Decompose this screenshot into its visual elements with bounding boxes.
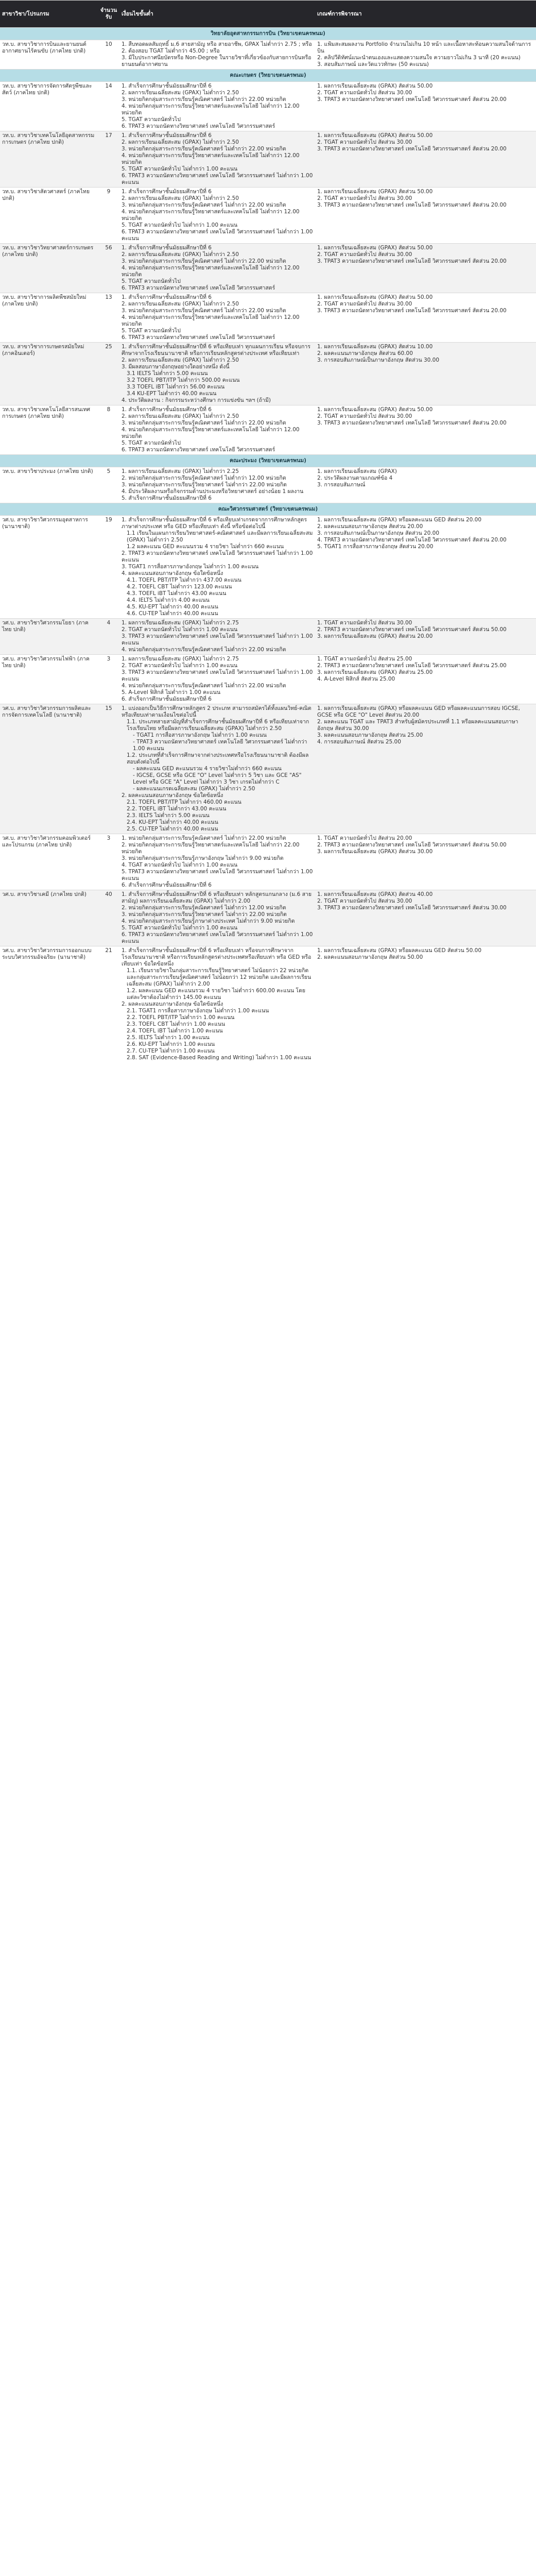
section-row [0, 28, 536, 40]
requirement-line: 6. TPAT3 ความถนัดทางวิทยาศาสตร์ เทคโนโลยี วิศวกรรมศาสตร์ [122, 447, 275, 453]
program-cell: วท.บ. สาขาวิชาเทคโนโลยีสารสนเทศการเกษตร (ภาคไทย ปกติ) [0, 405, 98, 455]
requirements-cell [119, 704, 315, 834]
criteria-line: 2. ผลคะแนนสอบภาษาอังกฤษ สัดส่วน 20.00 [317, 523, 423, 530]
criteria-line: 3. TPAT3 ความถนัดทางวิทยาศาสตร์ เทคโนโลยี วิศวกรรมศาสตร์ สัดส่วน 20.00 [317, 96, 507, 103]
requirement-line: 2. ผลการเรียนเฉลี่ยสะสม (GPAX) ไม่ต่ำกว่า 2.50 [122, 413, 239, 419]
criteria-line: 3. ผลคะแนนสอบภาษาอังกฤษ สัดส่วน 25.00 [317, 732, 423, 738]
requirement-line: 1.2 ผลคะแนน GED คะแนนรวม 4 รายวิชา ไม่ต่ำกว่า 660 คะแนน [127, 544, 284, 550]
requirement-line: 2.3. TOEFL CBT ไม่ต่ำกว่า 1.00 คะแนน [127, 1021, 226, 1027]
requirement-line: 4. หน่วยกิตกลุ่มสาระการเรียนรู้ภาษาต่างประเทศ ไม่ต่ำกว่า 9.00 หน่วยกิต [122, 918, 295, 924]
seats-cell: 5 [98, 467, 119, 503]
requirement-line: 2.7. CU-TEP ไม่ต่ำกว่า 1.00 คะแนน [127, 1048, 215, 1054]
criteria-line: 5. TGAT1 การสื่อสารภาษาอังกฤษ สัดส่วน 20.00 [317, 544, 434, 550]
criteria-line: 3. TPAT3 ความถนัดทางวิทยาศาสตร์ เทคโนโลยี วิศวกรรมศาสตร์ สัดส่วน 20.00 [317, 146, 507, 152]
criteria-line: 3. การสอบสัมภาษณ์ [317, 482, 366, 488]
section-title: วิทยาลัยอุตสาหกรรมการบิน (วิทยาเขตนครพนม) [0, 28, 536, 40]
criteria-line: 1. ผลการเรียนเฉลี่ยสะสม (GPAX) สัดส่วน 50.00 [317, 245, 433, 251]
criteria-line: 1. แฟ้มสะสมผลงาน Portfolio จำนวนไม่เกิน 10 หน้า และเนื้อหาสะท้อนความสนใจด้านการบิน [317, 41, 531, 54]
requirement-line: 6. TPAT3 ความถนัดทางวิทยาศาสตร์ เทคโนโลยี วิศวกรรมศาสตร์ ไม่ต่ำกว่า 1.00 คะแนน [122, 229, 313, 242]
requirement-line: 3. หน่วยกิตกลุ่มสาระการเรียนรู้ภาษาอังกฤษ ไม่ต่ำกว่า 9.00 หน่วยกิต [122, 855, 284, 861]
requirements-cell [119, 131, 315, 188]
criteria-line: 2. ผลคะแนนภาษาอังกฤษ สัดส่วน 60.00 [317, 350, 413, 357]
program-cell: วท.บ. สาขาวิชาการผลิตพืชสมัยใหม่ (ภาคไทย ปกติ) [0, 293, 98, 343]
criteria-line: 1. ผลการเรียนเฉลี่ยสะสม (GPAX) สัดส่วน 50.00 [317, 189, 433, 195]
requirement-line: 3. TPAT3 ความถนัดทางวิทยาศาสตร์ เทคโนโลยี วิศวกรรมศาสตร์ ไม่ต่ำกว่า 1.00 คะแนน [122, 633, 313, 646]
criteria-line: 4. TPAT3 ความถนัดทางวิทยาศาสตร์ เทคโนโลยี วิศวกรรมศาสตร์ สัดส่วน 20.00 [317, 537, 507, 543]
table-row [0, 244, 536, 293]
seats-cell: 21 [98, 946, 119, 1063]
program-cell: วศ.บ. สาขาวิชาวิศวกรรมการผลิตและการจัดการเทคโนโลยี (นานาชาติ) [0, 704, 98, 834]
program-cell: วศ.บ. สาขาวิชาวิศวกรรมโยธา (ภาคไทย ปกติ) [0, 619, 98, 655]
criteria-line: 3. TPAT3 ความถนัดทางวิทยาศาสตร์ เทคโนโลยี วิศวกรรมศาสตร์ สัดส่วน 20.00 [317, 202, 507, 208]
requirement-line: 2. ผลการเรียนเฉลี่ยสะสม (GPAX) ไม่ต่ำกว่า 2.50 [122, 251, 239, 258]
criteria-cell [315, 619, 536, 655]
requirement-line: 2. ผลการเรียนเฉลี่ยสะสม (GPAX) ไม่ต่ำกว่า 2.50 [122, 301, 239, 307]
requirement-line: 3.3 TOEFL iBT ไม่ต่ำกว่า 56.00 คะแนน [127, 384, 225, 390]
table-body [0, 28, 536, 1063]
requirement-line: 6. สำเร็จการศึกษาชั้นมัธยมศึกษาปีที่ 6 [122, 696, 212, 702]
requirement-line: 3. มีใบประกาศนียบัตรหรือ Non-Degree ในรายวิชาที่เกี่ยวข้องกับสายการบินหรือยานยนต์อากาศยาน [122, 55, 312, 67]
requirement-line: 6. สำเร็จการศึกษาชั้นมัธยมศึกษาปีที่ 6 [122, 882, 212, 888]
header-row [0, 1, 536, 28]
section-title: คณะเกษตร (วิทยาเขตนครพนม) [0, 70, 536, 82]
requirement-line: - TGAT1 การสื่อสารภาษาอังกฤษ ไม่ต่ำกว่า 1.00 คะแนน [133, 732, 267, 738]
program-cell: วศ.บ. สาขาวิชาเคมี (ภาคไทย ปกติ) [0, 890, 98, 946]
requirement-line: 1. สำเร็จการศึกษาชั้นมัธยมศึกษาปีที่ 6 [122, 294, 212, 300]
requirements-cell [119, 40, 315, 70]
requirement-line: 3.4 KU-EPT ไม่ต่ำกว่า 40.00 คะแนน [127, 391, 217, 397]
criteria-line: 2. ผลคะแนนสอบภาษาอังกฤษ สัดส่วน 50.00 [317, 954, 423, 960]
requirement-line: 5. TGAT ความถนัดทั่วไป ไม่ต่ำกว่า 1.00 คะแนน [122, 222, 238, 228]
criteria-line: 1. ผลการเรียนเฉลี่ยสะสม (GPAX) สัดส่วน 10.00 [317, 344, 433, 350]
program-cell: วศ.บ. สาขาวิชาวิศวกรรมไฟฟ้า (ภาคไทย ปกติ) [0, 655, 98, 704]
criteria-line: 2. TPAT3 ความถนัดทางวิทยาศาสตร์ เทคโนโลยี วิศวกรรมศาสตร์ สัดส่วน 25.00 [317, 663, 507, 669]
requirement-line: 1. สำเร็จการศึกษาชั้นมัธยมศึกษาปีที่ 6 หรือเทียบเท่าเกรดจากการศึกษาหลักสูตรภาษาต่างประเทศ หรือ GED หรือเทียบเท่า ดังนี้ หรือข้อต่อไปนี้ [122, 517, 307, 530]
requirement-line: 3. หน่วยกิตกลุ่มสาระการเรียนรู้คณิตศาสตร์ ไม่ต่ำกว่า 22.00 หน่วยกิต [122, 258, 286, 264]
table-row [0, 834, 536, 890]
requirements-cell [119, 405, 315, 455]
criteria-line: 1. ผลการเรียนเฉลี่ยสะสม (GPAX) สัดส่วน 50.00 [317, 294, 433, 300]
requirement-line: 2.1. TOEFL PBT/ITP ไม่ต่ำกว่า 460.00 คะแนน [127, 799, 241, 805]
criteria-line: 3. TPAT3 ความถนัดทางวิทยาศาสตร์ เทคโนโลยี วิศวกรรมศาสตร์ สัดส่วน 20.00 [317, 258, 507, 264]
requirement-line: 5. TGAT ความถนัดทั่วไป [122, 116, 181, 123]
criteria-line: 3. การสอบสัมภาษณ์เป็นภาษาอังกฤษ สัดส่วน 30.00 [317, 357, 440, 363]
requirement-line: 4. หน่วยกิตกลุ่มสาระการเรียนรู้วิทยาศาสตร์และเทคโนโลยี ไม่ต่ำกว่า 12.00 หน่วยกิต [122, 103, 300, 116]
requirement-line: 2. TGAT ความถนัดทั่วไป ไม่ต่ำกว่า 1.00 คะแนน [122, 626, 238, 633]
requirements-cell [119, 244, 315, 293]
program-cell: วศ.บ. สาขาวิชาวิศวกรรมคอมพิวเตอร์และโปรแกรม (ภาคไทย ปกติ) [0, 834, 98, 890]
requirement-line: 2. ต้องสอบ TGAT ไม่ต่ำกว่า 45.00 ; หรือ [122, 48, 220, 54]
requirement-line: 2. หน่วยกิตกลุ่มสาระการเรียนรู้วิทยาศาสตร์และเทคโนโลยี ไม่ต่ำกว่า 22.00 หน่วยกิต [122, 842, 300, 855]
requirement-line: 1. ผลการเรียนเฉลี่ยสะสม (GPAX) ไม่ต่ำกว่า 2.25 [122, 468, 239, 474]
requirement-line: 4. หน่วยกิตกลุ่มสาระการเรียนรู้คณิตศาสตร์ ไม่ต่ำกว่า 22.00 หน่วยกิต [122, 683, 286, 689]
criteria-line: 1. ผลการเรียนเฉลี่ยสะสม (GPAX) [317, 468, 397, 474]
table-row [0, 704, 536, 834]
seats-cell: 3 [98, 834, 119, 890]
program-cell: วท.บ. สาขาวิชาการบินและยานยนต์อากาศยานไร้คนขับ (ภาคไทย ปกติ) [0, 40, 98, 70]
criteria-line: 2. ประวัติผลงานตามเกณฑ์ข้อ 4 [317, 475, 393, 481]
table-row [0, 890, 536, 946]
program-cell: วท.บ. สาขาวิชาประมง (ภาคไทย ปกติ) [0, 467, 98, 503]
requirement-line: 1. สำเร็จการศึกษาชั้นมัธยมศึกษาปีที่ 6 หรือเทียบเท่า หรือจบการศึกษาจากโรงเรียนนานาชาติ หรือการเรียนหลักสูตรต่างประเทศหรือเทียบเท่า หรือ GED หรือเทียบเท่า ข้อใดข้อหนึ่ง [122, 947, 312, 967]
requirement-line: 3. TPAT3 ความถนัดทางวิทยาศาสตร์ เทคโนโลยี วิศวกรรมศาสตร์ ไม่ต่ำกว่า 1.00 คะแนน [122, 669, 313, 682]
seats-cell: 14 [98, 82, 119, 131]
criteria-cell [315, 244, 536, 293]
requirement-line: 3. หน่วยกิตกลุ่มสาระการเรียนรู้วิทยาศาสตร์ ไม่ต่ำกว่า 22.00 หน่วยกิต [122, 482, 287, 488]
requirements-cell [119, 293, 315, 343]
criteria-cell [315, 188, 536, 244]
header-program: สาขาวิชา/โปรแกรม [0, 1, 98, 28]
criteria-line: 3. ผลการเรียนเฉลี่ยสะสม (GPAX) สัดส่วน 30.00 [317, 849, 433, 855]
requirement-line: 1. สำเร็จการศึกษาชั้นมัธยมศึกษาปีที่ 6 [122, 406, 212, 413]
header-requirements: เงื่อนไขขั้นต่ำ [119, 1, 315, 28]
requirement-line: 6. TPAT3 ความถนัดทางวิทยาศาสตร์ เทคโนโลยี วิศวกรรมศาสตร์ [122, 334, 275, 341]
criteria-cell [315, 704, 536, 834]
criteria-line: 2. TPAT3 ความถนัดทางวิทยาศาสตร์ เทคโนโลยี วิศวกรรมศาสตร์ สัดส่วน 50.00 [317, 842, 507, 848]
requirement-line: 3. หน่วยกิตกลุ่มสาระการเรียนรู้คณิตศาสตร์ ไม่ต่ำกว่า 22.00 หน่วยกิต [122, 420, 286, 426]
table-row [0, 619, 536, 655]
requirement-line: 1. แบ่งออกเป็นวิธีการศึกษาหลักสูตร 2 ประเภท สามารถสมัครได้ทั้งแผนวิทย์-คณิตหรือเทียบเท่าตามเงื่อนไขต่อไปนี้ [122, 705, 312, 718]
requirement-line: 5. TGAT ความถนัดทั่วไป [122, 278, 181, 284]
seats-cell: 13 [98, 293, 119, 343]
requirement-line: 4. ประวัติผลงาน : กิจกรรมระหว่างศึกษา การแข่งขัน ฯลฯ (ถ้ามี) [122, 397, 271, 403]
criteria-line: 2. TGAT ความถนัดทั่วไป สัดส่วน 30.00 [317, 301, 412, 307]
criteria-line: 3. ผลการเรียนเฉลี่ยสะสม (GPAX) สัดส่วน 20.00 [317, 633, 433, 639]
criteria-line: 3. สอบสัมภาษณ์ และวัดแววทักษะ (50 คะแนน) [317, 61, 429, 67]
requirements-cell [119, 834, 315, 890]
seats-cell: 4 [98, 619, 119, 655]
requirement-line: 4.6. CU-TEP ไม่ต่ำกว่า 40.00 คะแนน [127, 611, 218, 617]
program-cell: วศ.บ. สาขาวิชาวิศวกรรมอุตสาหการ (นานาชาติ) [0, 516, 98, 619]
table-row [0, 343, 536, 405]
criteria-cell [315, 516, 536, 619]
requirement-line: 1. หน่วยกิตกลุ่มสาระการเรียนรู้คณิตศาสตร์ ไม่ต่ำกว่า 22.00 หน่วยกิต [122, 835, 286, 841]
requirement-line: 4. มีประวัติผลงานหรือกิจกรรมด้านประมงหรือวิทยาศาสตร์ อย่างน้อย 1 ผลงาน [122, 488, 304, 495]
table-row [0, 655, 536, 704]
requirements-cell [119, 655, 315, 704]
requirement-line: 5. TPAT3 ความถนัดทางวิทยาศาสตร์ เทคโนโลยี วิศวกรรมศาสตร์ ไม่ต่ำกว่า 1.00 คะแนน [122, 869, 313, 882]
table-row [0, 293, 536, 343]
criteria-line: 1. ผลการเรียนเฉลี่ยสะสม (GPAX) หรือผลคะแนน GED หรือผลคะแนนการสอบ IGCSE, GCSE หรือ GCE "O" Level สัดส่วน 20.00 [317, 705, 520, 718]
requirements-cell [119, 467, 315, 503]
criteria-line: 1. ผลการเรียนเฉลี่ยสะสม (GPAX) สัดส่วน 50.00 [317, 406, 433, 413]
table-row [0, 467, 536, 503]
criteria-cell [315, 655, 536, 704]
criteria-line: 2. คลิปวีดิทัศน์แนะนำตนเองและแสดงความสนใจ ความยาวไม่เกิน 3 นาที (20 คะแนน) [317, 55, 521, 61]
section-row [0, 503, 536, 516]
header-criteria: เกณฑ์การพิจารณา [315, 1, 536, 28]
requirements-cell [119, 619, 315, 655]
requirement-line: 3. หน่วยกิตกลุ่มสาระการเรียนรู้วิทยาศาสตร์ ไม่ต่ำกว่า 22.00 หน่วยกิต [122, 911, 287, 918]
requirements-cell [119, 82, 315, 131]
table-row [0, 516, 536, 619]
requirement-line: 4. หน่วยกิตกลุ่มสาระการเรียนรู้วิทยาศาสตร์และเทคโนโลยี ไม่ต่ำกว่า 12.00 หน่วยกิต [122, 209, 300, 222]
requirement-line: 1. สำเร็จการศึกษาชั้นมัธยมศึกษาปีที่ 6 หรือเทียบเท่า ทุกแผนการเรียน หรือจบการศึกษาจากโรงเรียนนานาชาติ หรือการเรียนหลักสูตรต่างประเทศ หรือเทียบเท่า [122, 344, 310, 357]
program-cell: วศ.บ. สาขาวิชาวิศวกรรมการออกแบบระบบวิศวกรรมอัจฉริยะ (นานาชาติ) [0, 946, 98, 1063]
requirement-line: 2. TGAT ความถนัดทั่วไป ไม่ต่ำกว่า 1.00 คะแนน [122, 663, 238, 669]
criteria-line: 2. TGAT ความถนัดทั่วไป สัดส่วน 30.00 [317, 195, 412, 201]
requirements-cell [119, 890, 315, 946]
criteria-line: 4. A-Level ฟิสิกส์ สัดส่วน 25.00 [317, 676, 395, 682]
criteria-line: 2. TGAT ความถนัดทั่วไป สัดส่วน 30.00 [317, 251, 412, 258]
requirement-line: 1. สำเร็จการศึกษาชั้นมัธยมศึกษาปีที่ 6 [122, 189, 212, 195]
criteria-cell [315, 467, 536, 503]
criteria-cell [315, 131, 536, 188]
requirement-line: 2.4. TOEFL iBT ไม่ต่ำกว่า 1.00 คะแนน [127, 1028, 223, 1034]
requirement-line: 2.2. TOEFL PBT/ITP ไม่ต่ำกว่า 1.00 คะแนน [127, 1014, 235, 1021]
table-row [0, 946, 536, 1063]
admission-table [0, 0, 536, 1062]
criteria-line: 1. TGAT ความถนัดทั่วไป สัดส่วน 25.00 [317, 656, 412, 662]
requirement-line: 2. หน่วยกิตกลุ่มสาระการเรียนรู้คณิตศาสตร์ ไม่ต่ำกว่า 12.00 หน่วยกิต [122, 475, 286, 481]
criteria-line: 1. ผลการเรียนเฉลี่ยสะสม (GPAX) สัดส่วน 40.00 [317, 891, 433, 897]
requirements-cell [119, 516, 315, 619]
requirement-line: 4.4. IELTS ไม่ต่ำกว่า 4.00 คะแนน [127, 597, 210, 603]
requirement-line: 3. TGAT1 การสื่อสารภาษาอังกฤษ ไม่ต่ำกว่า 1.00 คะแนน [122, 564, 259, 570]
seats-cell: 25 [98, 343, 119, 405]
requirement-line: 1. ผลการเรียนเฉลี่ยสะสม (GPAX) ไม่ต่ำกว่า 2.75 [122, 656, 239, 662]
seats-cell: 40 [98, 890, 119, 946]
requirement-line: 6. TPAT3 ความถนัดทางวิทยาศาสตร์ เทคโนโลยี วิศวกรรมศาสตร์ [122, 285, 275, 291]
requirement-line: 2.8. SAT (Evidence-Based Reading and Writing) ไม่ต่ำกว่า 1.00 คะแนน [127, 1055, 312, 1061]
requirement-line: 1.1. เรียนรายวิชาในกลุ่มสาระการเรียนรู้วิทยาศาสตร์ ไม่น้อยกว่า 22 หน่วยกิต และกลุ่มสาระการเรียนรู้คณิตศาสตร์ ไม่น้อยกว่า 12 หน่วยกิต และมีผลการเรียนเฉลี่ยสะสม (GPAX) ไม่ต่ำกว่า 2.00 [127, 968, 312, 987]
section-row [0, 70, 536, 82]
requirement-line: 4.1. TOEFL PBT/ITP ไม่ต่ำกว่า 437.00 คะแนน [127, 577, 241, 583]
requirement-line: 5. A-Level ฟิสิกส์ ไม่ต่ำกว่า 1.00 คะแนน [122, 689, 221, 696]
criteria-line: 1. ผลการเรียนเฉลี่ยสะสม (GPAX) สัดส่วน 50.00 [317, 132, 433, 139]
requirement-line: 4.3. TOEFL iBT ไม่ต่ำกว่า 43.00 คะแนน [127, 590, 227, 597]
requirement-line: 5. TGAT ความถนัดทั่วไป ไม่ต่ำกว่า 1.00 คะแนน [122, 925, 238, 931]
table-row [0, 40, 536, 70]
requirement-line: 2. TPAT3 ความถนัดทางวิทยาศาสตร์ เทคโนโลยี วิศวกรรมศาสตร์ ไม่ต่ำกว่า 1.00 คะแนน [122, 550, 313, 563]
requirement-line: 3. หน่วยกิตกลุ่มสาระการเรียนรู้คณิตศาสตร์ ไม่ต่ำกว่า 22.00 หน่วยกิต [122, 96, 286, 103]
criteria-line: 2. ผลคะแนน TGAT และ TPAT3 สำหรับผู้สมัครประเภทที่ 1.1 หรือผลคะแนนสอบภาษาอังกฤษ สัดส่วน 30.00 [317, 719, 518, 732]
section-row [0, 455, 536, 467]
seats-cell: 19 [98, 516, 119, 619]
requirement-line: 2.5. CU-TEP ไม่ต่ำกว่า 40.00 คะแนน [127, 826, 218, 832]
criteria-cell [315, 405, 536, 455]
requirement-line: 4. หน่วยกิตกลุ่มสาระการเรียนรู้วิทยาศาสตร์และเทคโนโลยี ไม่ต่ำกว่า 12.00 หน่วยกิต [122, 314, 300, 327]
requirement-line: 4. TGAT ความถนัดทั่วไป ไม่ต่ำกว่า 1.00 คะแนน [122, 862, 238, 868]
criteria-cell [315, 890, 536, 946]
criteria-line: 3. การสอบสัมภาษณ์เป็นภาษาอังกฤษ สัดส่วน 20.00 [317, 530, 440, 536]
seats-cell: 3 [98, 655, 119, 704]
requirement-line: 2. ผลคะแนนสอบภาษาอังกฤษ ข้อใดข้อหนึ่ง [122, 792, 223, 799]
requirement-line: 4. หน่วยกิตกลุ่มสาระการเรียนรู้วิทยาศาสตร์และเทคโนโลยี ไม่ต่ำกว่า 12.00 หน่วยกิต [122, 152, 300, 165]
requirement-line: 5. TGAT ความถนัดทั่วไป [122, 440, 181, 446]
requirement-line: 4. หน่วยกิตกลุ่มสาระการเรียนรู้วิทยาศาสตร์และเทคโนโลยี ไม่ต่ำกว่า 12.00 หน่วยกิต [122, 427, 300, 439]
requirement-line: 2. ผลคะแนนสอบภาษาอังกฤษ ข้อใดข้อหนึ่ง [122, 1001, 223, 1007]
header-seats: จำนวนรับ [98, 1, 119, 28]
requirement-line: 1. ผลการเรียนเฉลี่ยสะสม (GPAX) ไม่ต่ำกว่า 2.75 [122, 620, 239, 626]
criteria-line: 2. TPAT3 ความถนัดทางวิทยาศาสตร์ เทคโนโลยี วิศวกรรมศาสตร์ สัดส่วน 50.00 [317, 626, 507, 633]
requirement-line: 3.2 TOEFL PBT/ITP ไม่ต่ำกว่า 500.00 คะแนน [127, 377, 240, 383]
criteria-line: 4. การสอบสัมภาษณ์ สัดส่วน 25.00 [317, 739, 401, 745]
requirement-line: 2.2. TOEFL iBT ไม่ต่ำกว่า 43.00 คะแนน [127, 806, 227, 812]
requirement-line: 1.1 เรียนในแผนการเรียนวิทยาศาสตร์-คณิตศาสตร์ และมีผลการเรียนเฉลี่ยสะสม (GPAX) ไม่ต่ำกว่า 2.50 [127, 530, 313, 543]
requirement-line: 2.6. KU-EPT ไม่ต่ำกว่า 1.00 คะแนน [127, 1041, 215, 1047]
criteria-line: 1. ผลการเรียนเฉลี่ยสะสม (GPAX) หรือผลคะแนน GED สัดส่วน 20.00 [317, 517, 482, 523]
criteria-line: 1. ผลการเรียนเฉลี่ยสะสม (GPAX) สัดส่วน 50.00 [317, 83, 433, 89]
requirement-line: 2. ผลการเรียนเฉลี่ยสะสม (GPAX) ไม่ต่ำกว่า 2.50 [122, 357, 239, 363]
criteria-cell [315, 834, 536, 890]
seats-cell: 15 [98, 704, 119, 834]
criteria-line: 3. ผลการเรียนเฉลี่ยสะสม (GPAX) สัดส่วน 25.00 [317, 669, 433, 675]
table-row [0, 131, 536, 188]
requirement-line: 2.1. TGAT1 การสื่อสารภาษาอังกฤษ ไม่ต่ำกว่า 1.00 คะแนน [127, 1008, 269, 1014]
table-row [0, 405, 536, 455]
criteria-line: 1. ผลการเรียนเฉลี่ยสะสม (GPAX) หรือผลคะแนน GED สัดส่วน 50.00 [317, 947, 482, 954]
requirement-line: 5. TGAT ความถนัดทั่วไป ไม่ต่ำกว่า 1.00 คะแนน [122, 166, 238, 172]
requirement-line: 6. TPAT3 ความถนัดทางวิทยาศาสตร์ เทคโนโลยี วิศวกรรมศาสตร์ ไม่ต่ำกว่า 1.00 คะแนน [122, 931, 313, 944]
requirement-line: 4. หน่วยกิตกลุ่มสาระการเรียนรู้วิทยาศาสตร์และเทคโนโลยี ไม่ต่ำกว่า 12.00 หน่วยกิต [122, 265, 300, 278]
requirement-line: - IGCSE, GCSE หรือ GCE "O" Level ไม่ต่ำกว่า 5 วิชา และ GCE "AS" Level หรือ GCE "A" Level ไม่ต่ำกว่า 3 วิชา เกรดไม่ต่ำกว่า C [133, 772, 302, 785]
requirement-line: 4. ผลคะแนนสอบภาษาอังกฤษ ข้อใดข้อหนึ่ง [122, 570, 223, 577]
requirement-line: 1. สำเร็จการศึกษาชั้นมัธยมศึกษาปีที่ 6 [122, 245, 212, 251]
seats-cell: 17 [98, 131, 119, 188]
requirement-line: 3. หน่วยกิตกลุ่มสาระการเรียนรู้คณิตศาสตร์ ไม่ต่ำกว่า 22.00 หน่วยกิต [122, 202, 286, 208]
requirement-line: 3. หน่วยกิตกลุ่มสาระการเรียนรู้คณิตศาสตร์ ไม่ต่ำกว่า 22.00 หน่วยกิต [122, 308, 286, 314]
program-cell: วท.บ. สาขาวิชาสัตวศาสตร์ (ภาคไทย ปกติ) [0, 188, 98, 244]
requirement-line: 1.2. ประเภทที่สำเร็จการศึกษาจากต่างประเทศหรือโรงเรียนนานาชาติ ต้องมีผลสอบดังต่อไปนี้ [127, 752, 309, 765]
requirement-line: 3. หน่วยกิตกลุ่มสาระการเรียนรู้คณิตศาสตร์ ไม่ต่ำกว่า 22.00 หน่วยกิต [122, 146, 286, 152]
requirement-line: 2. ผลการเรียนเฉลี่ยสะสม (GPAX) ไม่ต่ำกว่า 2.50 [122, 90, 239, 96]
seats-cell: 56 [98, 244, 119, 293]
requirement-line: 1. สำเร็จการศึกษาชั้นมัธยมศึกษาปีที่ 6 [122, 83, 212, 89]
requirement-line: 2.4. KU-EPT ไม่ต่ำกว่า 40.00 คะแนน [127, 819, 218, 825]
program-cell: วท.บ. สาขาวิชาการเกษตรสมัยใหม่ (ภาคอินเตอร์) [0, 343, 98, 405]
requirement-line: 2. ผลการเรียนเฉลี่ยสะสม (GPAX) ไม่ต่ำกว่า 2.50 [122, 195, 239, 201]
requirement-line: - TPAT3 ความถนัดทางวิทยาศาสตร์ เทคโนโลยี วิศวกรรมศาสตร์ ไม่ต่ำกว่า 1.00 คะแนน [133, 739, 307, 752]
program-cell: วท.บ. สาขาวิชาวิทยาศาสตร์การเกษตร (ภาคไทย ปกติ) [0, 244, 98, 293]
requirement-line: - ผลคะแนน GED คะแนนรวม 4 รายวิชาไม่ต่ำกว่า 660 คะแนน [133, 766, 282, 772]
criteria-cell [315, 40, 536, 70]
criteria-cell [315, 82, 536, 131]
requirement-line: 2.5. IELTS ไม่ต่ำกว่า 1.00 คะแนน [127, 1035, 210, 1041]
requirement-line: 6. TPAT3 ความถนัดทางวิทยาศาสตร์ เทคโนโลยี วิศวกรรมศาสตร์ ไม่ต่ำกว่า 1.00 คะแนน [122, 173, 313, 185]
requirement-line: 1. สำเร็จการศึกษาชั้นมัธยมศึกษาปีที่ 6 [122, 132, 212, 139]
requirement-line: 4. หน่วยกิตกลุ่มสาระการเรียนรู้คณิตศาสตร์ ไม่ต่ำกว่า 22.00 หน่วยกิต [122, 647, 286, 653]
seats-cell: 8 [98, 405, 119, 455]
seats-cell: 9 [98, 188, 119, 244]
criteria-line: 1. TGAT ความถนัดทั่วไป สัดส่วน 20.00 [317, 835, 412, 841]
requirements-cell [119, 946, 315, 1063]
requirement-line: - ผลคะแนนเกรดเฉลี่ยสะสม (GPAX) ไม่ต่ำกว่า 2.50 [133, 786, 255, 792]
requirement-line: 4.5. KU-EPT ไม่ต่ำกว่า 40.00 คะแนน [127, 604, 218, 610]
section-title: คณะวิศวกรรมศาสตร์ (วิทยาเขตนครพนม) [0, 503, 536, 516]
requirement-line: 1.2. ผลคะแนน GED คะแนนรวม 4 รายวิชา ไม่ต่ำกว่า 600.00 คะแนน โดยแต่ละวิชาต้องไม่ต่ำกว่า 145.00 คะแนน [127, 988, 306, 1001]
program-cell: วท.บ. สาขาวิชาเทคโนโลยีอุตสาหกรรมการเกษตร (ภาคไทย ปกติ) [0, 131, 98, 188]
criteria-line: 3. TPAT3 ความถนัดทางวิทยาศาสตร์ เทคโนโลยี วิศวกรรมศาสตร์ สัดส่วน 30.00 [317, 905, 507, 911]
requirement-line: 2.3. IELTS ไม่ต่ำกว่า 5.00 คะแนน [127, 812, 210, 819]
requirement-line: 6. TPAT3 ความถนัดทางวิทยาศาสตร์ เทคโนโลยี วิศวกรรมศาสตร์ [122, 123, 275, 129]
criteria-line: 2. TGAT ความถนัดทั่วไป สัดส่วน 30.00 [317, 139, 412, 145]
criteria-cell [315, 293, 536, 343]
criteria-line: 2. TGAT ความถนัดทั่วไป สัดส่วน 30.00 [317, 413, 412, 419]
requirement-line: 1.1. ประเภทสายสามัญที่สำเร็จการศึกษาชั้นมัธยมศึกษาปีที่ 6 หรือเทียบเท่าจากโรงเรียนไทย หรือมีผลการเรียนเฉลี่ยสะสม (GPAX) ไม่ต่ำกว่า 2.50 [127, 719, 309, 732]
table-row [0, 188, 536, 244]
criteria-line: 2. TGAT ความถนัดทั่วไป สัดส่วน 30.00 [317, 898, 412, 904]
requirement-line: 1. สำเร็จการศึกษาชั้นมัธยมศึกษาปีที่ 6 หรือเทียบเท่า หลักสูตรแกนกลาง (ม.6 สายสามัญ) ผลการเรียนเฉลี่ยสะสม (GPAX) ไม่ต่ำกว่า 2.00 [122, 891, 312, 904]
seats-cell: 10 [98, 40, 119, 70]
requirement-line: 1. สืบทอดผลสัมฤทธิ์ ม.6 สายสามัญ หรือ สายอาชีพ, GPAX ไม่ต่ำกว่า 2.75 ; หรือ [122, 41, 312, 47]
requirement-line: 3.1 IELTS ไม่ต่ำกว่า 5.00 คะแนน [127, 370, 208, 377]
section-title: คณะประมง (วิทยาเขตนครพนม) [0, 455, 536, 467]
criteria-line: 3. TPAT3 ความถนัดทางวิทยาศาสตร์ เทคโนโลยี วิศวกรรมศาสตร์ สัดส่วน 20.00 [317, 420, 507, 426]
requirements-cell [119, 188, 315, 244]
requirements-cell [119, 343, 315, 405]
requirement-line: 3. มีผลสอบภาษาอังกฤษอย่างใดอย่างหนึ่ง ดังนี้ [122, 364, 230, 370]
criteria-line: 3. TPAT3 ความถนัดทางวิทยาศาสตร์ เทคโนโลยี วิศวกรรมศาสตร์ สัดส่วน 20.00 [317, 308, 507, 314]
requirement-line: 4.2. TOEFL CBT ไม่ต่ำกว่า 123.00 คะแนน [127, 584, 232, 590]
criteria-line: 1. TGAT ความถนัดทั่วไป สัดส่วน 30.00 [317, 620, 412, 626]
table-row [0, 82, 536, 131]
requirement-line: 2. ผลการเรียนเฉลี่ยสะสม (GPAX) ไม่ต่ำกว่า 2.50 [122, 139, 239, 145]
criteria-cell [315, 343, 536, 405]
program-cell: วท.บ. สาขาวิชาการจัดการศัตรูพืชและสัตว์ (ภาคไทย ปกติ) [0, 82, 98, 131]
criteria-cell [315, 946, 536, 1063]
requirement-line: 5. สำเร็จการศึกษาชั้นมัธยมศึกษาปีที่ 6 [122, 495, 212, 501]
requirement-line: 5. TGAT ความถนัดทั่วไป [122, 328, 181, 334]
requirement-line: 2. หน่วยกิตกลุ่มสาระการเรียนรู้คณิตศาสตร์ ไม่ต่ำกว่า 12.00 หน่วยกิต [122, 905, 286, 911]
criteria-line: 2. TGAT ความถนัดทั่วไป สัดส่วน 30.00 [317, 90, 412, 96]
